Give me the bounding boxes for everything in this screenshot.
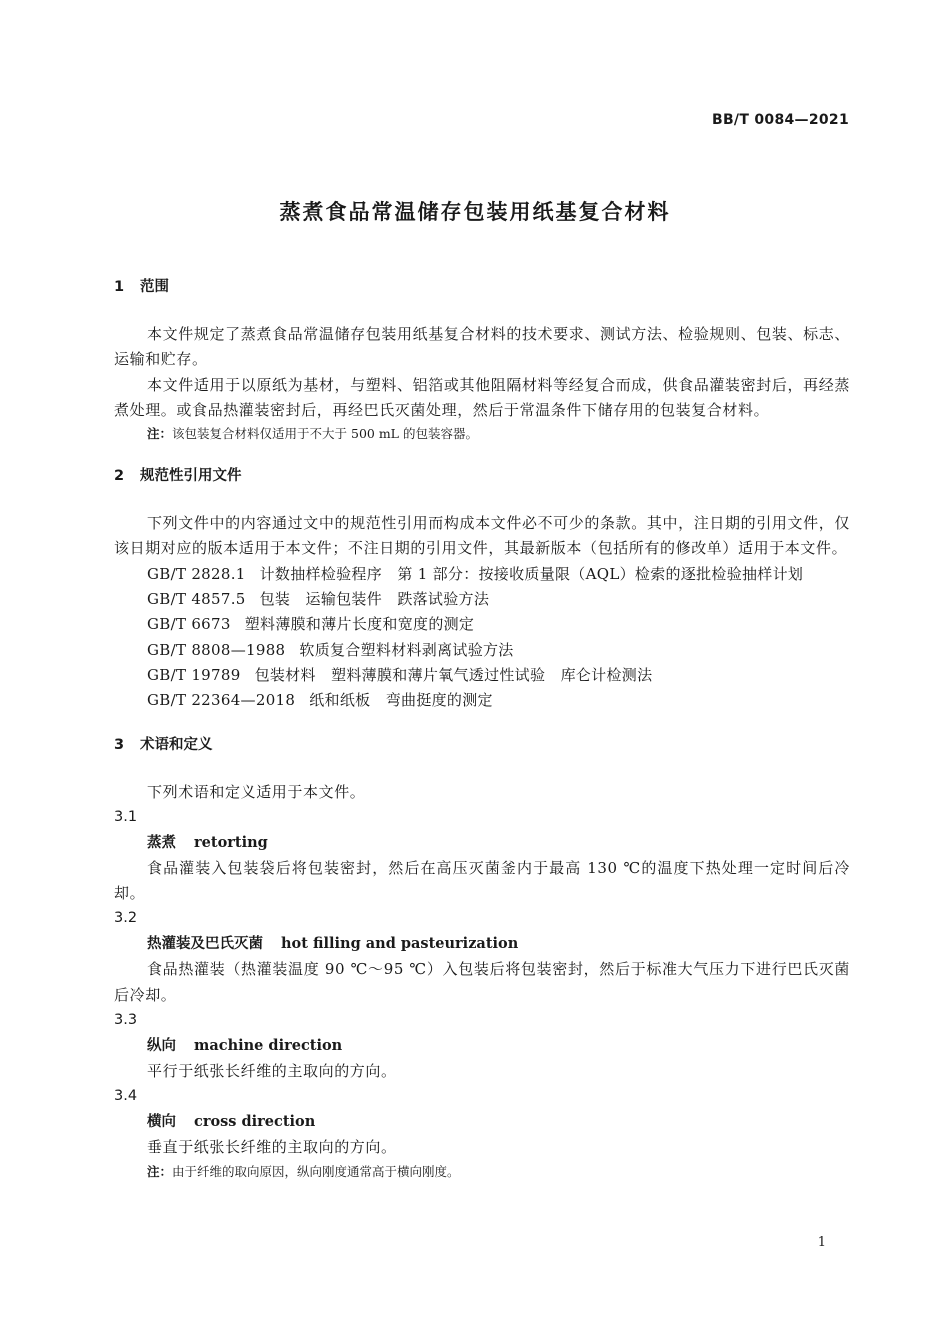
term-en: hot filling and pasteurization xyxy=(281,935,519,953)
term-zh: 纵向 xyxy=(147,1038,176,1055)
reference-title: 计数抽样检验程序 第 1 部分：按接收质量限（AQL）检索的逐批检验抽样计划 xyxy=(259,564,804,583)
reference-code: GB/T 8808—1988 xyxy=(147,640,286,659)
clause-number: 3.2 xyxy=(114,910,138,927)
reference-code: GB/T 4857.5 xyxy=(147,590,246,609)
section-number: 1 xyxy=(114,279,125,295)
reference-item xyxy=(114,688,850,713)
term-en: retorting xyxy=(194,833,268,851)
section-number: 3 xyxy=(114,736,125,753)
paragraph: 下列文件中的内容通过文中的规范性引用而构成本文件必不可少的条款。其中，注日期的引用文件，仅该日期对应的版本适用于本文件；不注日期的引用文件，其最新版本（包括所有的修改单）适用于本文件。 xyxy=(114,514,850,558)
clause-number: 3.3 xyxy=(114,1012,138,1029)
section-title: 术语和定义 xyxy=(140,736,213,753)
paragraph: 本文件规定了蒸煮食品常温储存包装用纸基复合材料的技术要求、测试方法、检验规则、包装、标志、运输和贮存。 xyxy=(114,325,850,369)
reference-title: 包装 运输包装件 跌落试验方法 xyxy=(259,590,490,609)
term-zh: 蒸煮 xyxy=(147,834,176,851)
standard-number: BB/T 0084—2021 xyxy=(711,112,849,128)
reference-item xyxy=(114,663,850,688)
reference-code: GB/T 6673 xyxy=(147,615,231,634)
term-definition: 平行于纸张长纤维的主取向的方向。 xyxy=(147,1062,397,1081)
term-zh: 横向 xyxy=(147,1114,176,1131)
section-title: 范围 xyxy=(140,279,169,295)
term-zh: 热灌装及巴氏灭菌 xyxy=(147,936,263,953)
reference-item xyxy=(114,587,850,612)
paragraph: 本文件适用于以原纸为基材，与塑料、铝箔或其他阻隔材料等经复合而成，供食品灌装密封后，再经蒸煮处理。或食品热灌装密封后，再经巴氏灭菌处理，然后于常温条件下储存用的包装复合材料。 xyxy=(114,375,850,419)
term-entry xyxy=(114,1109,850,1135)
reference-item xyxy=(114,638,850,663)
note-label: 注： xyxy=(147,1163,173,1179)
term-entry xyxy=(114,1033,850,1059)
document-title: 蒸煮食品常温储存包装用纸基复合材料 xyxy=(279,200,671,224)
reference-item xyxy=(114,562,850,587)
note xyxy=(114,1161,850,1183)
paragraph: 下列术语和定义适用于本文件。 xyxy=(147,782,366,801)
reference-title: 软质复合塑料材料剥离试验方法 xyxy=(299,640,514,659)
reference-title: 纸和纸板 弯曲挺度的测定 xyxy=(309,691,493,710)
note-label: 注： xyxy=(147,426,173,442)
term-definition: 食品热灌装（热灌装温度 90 ℃～95 ℃）入包装后将包装密封，然后于标准大气压力下进行巴氏灭菌后冷却。 xyxy=(114,960,850,1004)
clause-number: 3.1 xyxy=(114,808,138,825)
term-en: cross direction xyxy=(194,1113,316,1131)
section-heading-terms-definitions xyxy=(114,734,850,756)
term-definition: 食品灌装入包装袋后将包装密封，然后在高压灭菌釜内于最高 130 ℃的温度下热处理一定时间后冷却。 xyxy=(114,858,850,903)
term-entry xyxy=(114,931,850,957)
note-text: 该包装复合材料仅适用于不大于 500 mL 的包装容器。 xyxy=(172,426,478,442)
note-text: 由于纤维的取向原因，纵向刚度通常高于横向刚度。 xyxy=(172,1163,460,1179)
section-title: 规范性引用文件 xyxy=(140,468,242,485)
term-definition: 垂直于纸张长纤维的主取向的方向。 xyxy=(147,1138,397,1157)
section-heading-normative-references xyxy=(114,465,850,487)
term-en: machine direction xyxy=(194,1037,343,1055)
reference-code: GB/T 19789 xyxy=(147,665,241,684)
section-heading-scope xyxy=(114,276,850,298)
reference-title: 塑料薄膜和薄片长度和宽度的测定 xyxy=(244,615,475,634)
term-entry xyxy=(114,830,850,856)
reference-item xyxy=(114,612,850,637)
page-number: 1 xyxy=(817,1235,826,1250)
document-body xyxy=(114,276,850,1183)
reference-code: GB/T 22364—2018 xyxy=(147,691,296,710)
reference-title: 包装材料 塑料薄膜和薄片氧气透过性试验 库仑计检测法 xyxy=(254,665,653,684)
clause-number: 3.4 xyxy=(114,1088,138,1105)
reference-code: GB/T 2828.1 xyxy=(147,564,246,583)
section-number: 2 xyxy=(114,468,125,485)
note xyxy=(114,423,850,445)
